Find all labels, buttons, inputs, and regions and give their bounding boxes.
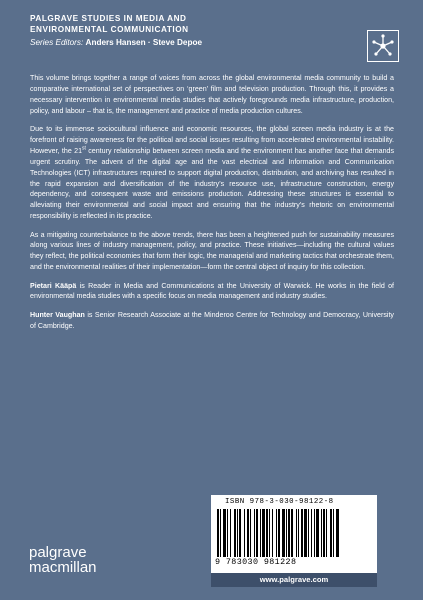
barcode-bar [266, 509, 268, 557]
barcode-bar [278, 509, 280, 557]
blurb-paragraph-2 [30, 124, 394, 222]
barcode-bar [217, 509, 219, 557]
barcode-bar [314, 509, 315, 557]
barcode-bar [296, 509, 297, 557]
barcode-bar [308, 509, 309, 557]
barcode-bar [291, 509, 293, 557]
barcode-bar [237, 509, 238, 557]
series-editors-label: Series Editors: [30, 38, 84, 47]
barcode-bar [260, 509, 261, 557]
ordinal-suffix: st [82, 145, 86, 152]
author-bio-text-2: is Senior Research Associate at the Minderoo Centre for Technology and Democracy, University of Cambridge. [30, 310, 394, 330]
barcode-bar [304, 509, 307, 557]
series-title [30, 13, 360, 35]
barcode-bar [272, 509, 273, 557]
barcode-bar [230, 509, 231, 557]
barcode-bar [244, 509, 245, 557]
barcode-bar [288, 509, 290, 557]
series-title-line2: ENVIRONMENTAL COMMUNICATION [30, 25, 189, 34]
blurb-paragraph-1: This volume brings together a range of voices from across the global environmental media community to build a comparative international set of perspectives on ‘green’ film and television production. Through this, it provides a necessary intervention in environmental media studies that actively foregrounds media infrastructure, production, policy, and labour – that is, the management and practice of media production cultures. [30, 74, 394, 115]
author-bio-2 [30, 310, 394, 332]
series-title-line1: PALGRAVE STUDIES IN MEDIA AND [30, 14, 187, 23]
barcode-bar [301, 509, 303, 557]
barcode-bar [316, 509, 319, 557]
author-name-2: Hunter Vaughan [30, 310, 85, 319]
barcode-bar [298, 509, 299, 557]
blurb-paragraph-2-start: Due to its immense sociocultural influence and economic resources, the global screen media industry is at the forefront of raising awareness for the political and social issues resulting from accelerated environmental instability. However, the 21 [30, 125, 394, 155]
author-bio-text-1: is Reader in Media and Communications at the University of Warwick. He works in the field of environmental media studies with a specific focus on media management and industry studies. [30, 281, 395, 301]
barcode-bar [333, 509, 334, 557]
publisher-name-line2: macmillan [29, 559, 97, 576]
barcode-bar [323, 509, 325, 557]
series-editors-names: Anders Hansen · Steve Depoe [85, 38, 203, 47]
barcode-bar [321, 509, 322, 557]
barcode-bar [326, 509, 327, 557]
barcode-bar [336, 509, 339, 557]
barcode-bar [276, 509, 277, 557]
author-name-1: Pietari Kääpä [30, 281, 77, 290]
blurb [30, 73, 394, 339]
barcode [211, 495, 377, 573]
springer-logo-icon [367, 30, 399, 62]
barcode-bar [220, 509, 221, 557]
barcode-bar [311, 509, 312, 557]
barcode-bar [330, 509, 332, 557]
publisher-logo [29, 545, 97, 575]
barcode-bar [282, 509, 285, 557]
barcode-bar [247, 509, 249, 557]
barcode-bars-icon [217, 509, 371, 557]
barcode-bar [254, 509, 255, 557]
series-editors [30, 37, 360, 48]
blurb-paragraph-2-end: century relationship between screen media and the environment has another face that demands urgent scrutiny. The advent of the digital age and the vast electrical and Information and Communication Technologies (ICT) infrastructures required to support digital production, distribution, and archiving has resulted in the rapid expansion and diversification of the industry’s resource use, infrastructure construction, energy dependency, and consequent waste and emissions production. Addressing these structures is essential to alleviating their environmental and social impact and ensuring that the industry’s rhetoric on environmental responsibility is reflected in its practice. [30, 146, 395, 221]
barcode-bar [286, 509, 287, 557]
barcode-bar [234, 509, 236, 557]
barcode-bar [269, 509, 270, 557]
barcode-bar [239, 509, 241, 557]
publisher-name-line1: palgrave [29, 544, 87, 561]
barcode-digits: 9 783030 981228 [215, 557, 297, 567]
barcode-bar [223, 509, 226, 557]
publisher-website: www.palgrave.com [211, 573, 377, 587]
barcode-bar [227, 509, 228, 557]
isbn-number: ISBN 978-3-030-98122-8 [225, 498, 334, 506]
barcode-bar [262, 509, 265, 557]
author-bio-1 [30, 281, 394, 303]
blurb-paragraph-3: As a mitigating counterbalance to the above trends, there has been a heightened push for sustainability measures along various lines of industry management, policy, and practice. These initiatives—including the cultural values they reflect, the political economies that form their logic, the managerial and marketing tactics that orchestrate them, and the environmental realities of their implementation—form the central object of inquiry for this collection. [30, 230, 394, 272]
barcode-bar [256, 509, 258, 557]
barcode-bar [250, 509, 251, 557]
